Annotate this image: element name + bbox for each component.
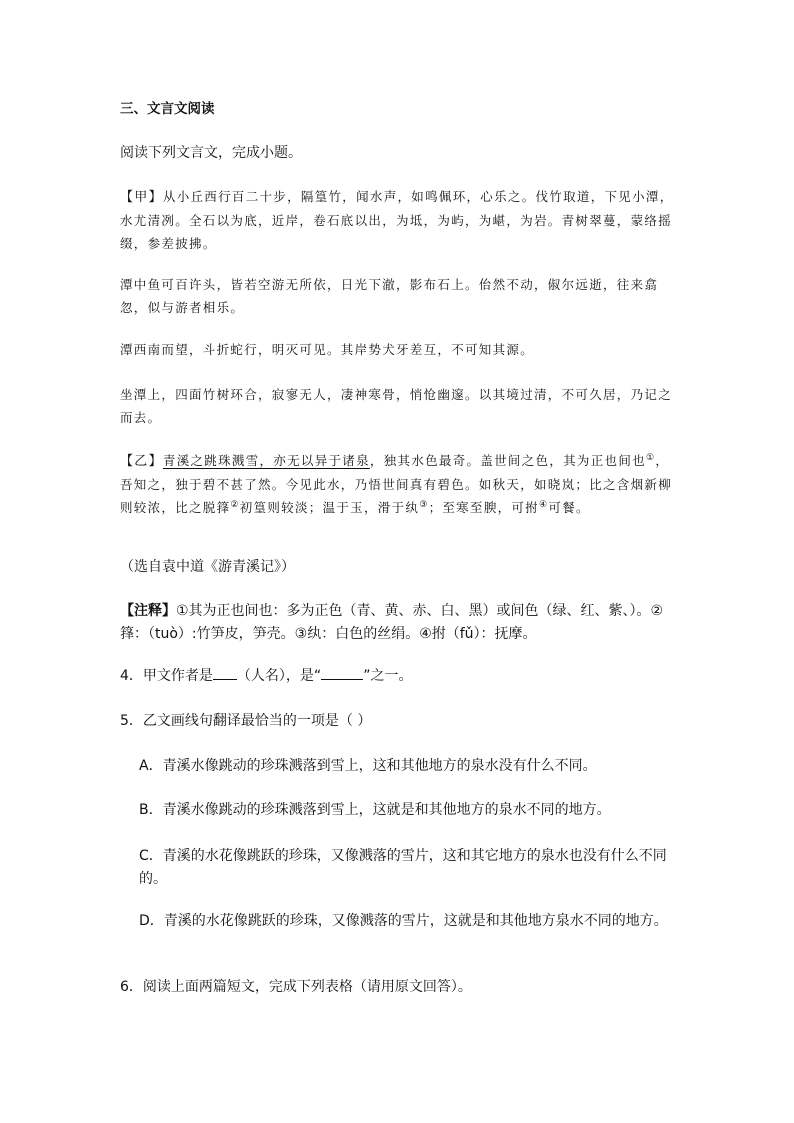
- note-marker-4: ④: [538, 499, 549, 510]
- question-4-text-a: 4．甲文作者是: [120, 668, 213, 684]
- passage-yi-text-4: ；至寒至腴，可拊: [428, 500, 539, 515]
- notes-label: 【注释】: [120, 603, 176, 619]
- notes: [120, 600, 680, 646]
- passage-yi-text-2: ，吾知之，独于碧不甚了然。今见此水，乃悟世间真有碧色。如秋天，如晓岚；比之含烟新柳则较浓，比之脱箨: [120, 453, 673, 515]
- passage-yi-underlined-sentence: 青溪之跳珠溅雪，亦无以异于诸泉: [162, 453, 370, 468]
- passage-jia-paragraph-1: [120, 185, 680, 255]
- question-5-option-d[interactable]: D．青溪的水花像跳跃的珍珠，又像溅落的雪片，这就是和其他地方泉水不同的地方。: [139, 913, 668, 929]
- passage-yi-text-5: 可餐。: [548, 500, 590, 515]
- note-marker-3: ③: [419, 499, 429, 510]
- passage-jia-paragraph-4: 坐潭上，四面竹树环合，寂寥无人，凄神寒骨，悄怆幽邃。以其境过清，不可久居，乃记之而去。: [120, 387, 673, 425]
- question-5-stem: 5．乙文画线句翻译最恰当的一项是（ ）: [120, 713, 372, 729]
- answer-blank-author[interactable]: [213, 665, 237, 680]
- passage-yi-tag: 【乙】: [120, 454, 163, 469]
- passage-jia-paragraph-2: 潭中鱼可百许头，皆若空游无所依，日光下澈，影布石上。佁然不动，俶尔远逝，往来翕忽，似与游者相乐。: [120, 277, 659, 315]
- question-5-option-c[interactable]: C．青溪的水花像跳跃的珍珠，又像溅落的雪片，这和其它地方的泉水也没有什么不同的。: [139, 848, 667, 887]
- passage-jia-p1-text: 从小丘西行百二十步，隔篁竹，闻水声，如鸣佩环，心乐之。伐竹取道，下见小潭，水尤清冽。全石以为底，近岸，卷石底以出，为坻，为屿，为嵁，为岩。青树翠蔓，蒙络摇缀，参差披拂。: [120, 189, 674, 251]
- passage-jia-paragraph-3: 潭西南而望，斗折蛇行，明灭可见。其岸势犬牙差互，不可知其源。: [120, 342, 535, 357]
- answer-blank-group[interactable]: [321, 665, 363, 680]
- question-4: [120, 665, 680, 688]
- passage-yi-paragraph: [120, 449, 680, 519]
- note-marker-1: ①: [645, 452, 656, 463]
- passage-jia-tag: 【甲】: [120, 190, 163, 205]
- passage-yi-text-1: ，独其水色最奇。盖世间之色，其为正也间也: [369, 453, 646, 468]
- notes-text: ①其为正也间也：多为正色（青、黄、赤、白、黑）或间色（绿、红、紫、）。②箨：（tuò）:竹笋皮，笋壳。③纨：白色的丝绢。④拊（fǔ）：抚摩。: [120, 603, 664, 642]
- question-5-option-a[interactable]: A．青溪水像跳动的珍珠溅落到雪上，这和其他地方的泉水没有什么不同。: [139, 758, 597, 774]
- section-instruction: 阅读下列文言文，完成小题。: [120, 145, 302, 161]
- question-5-option-b[interactable]: B．青溪水像跳动的珍珠溅落到雪上，这就是和其他地方的泉水不同的地方。: [139, 802, 611, 818]
- source-citation: （选自袁中道《游青溪记》）: [120, 559, 295, 575]
- question-4-text-c: ”之一。: [363, 668, 413, 684]
- question-4-text-b: （人名），是“: [236, 668, 322, 684]
- question-6-stem: 6．阅读上面两篇短文，完成下列表格（请用原文回答）。: [120, 979, 472, 995]
- passage-yi-text-3: 初篁则较淡；温于玉，滑于纨: [239, 500, 420, 515]
- section-title: 三、文言文阅读: [120, 101, 215, 117]
- note-marker-2: ②: [230, 499, 240, 510]
